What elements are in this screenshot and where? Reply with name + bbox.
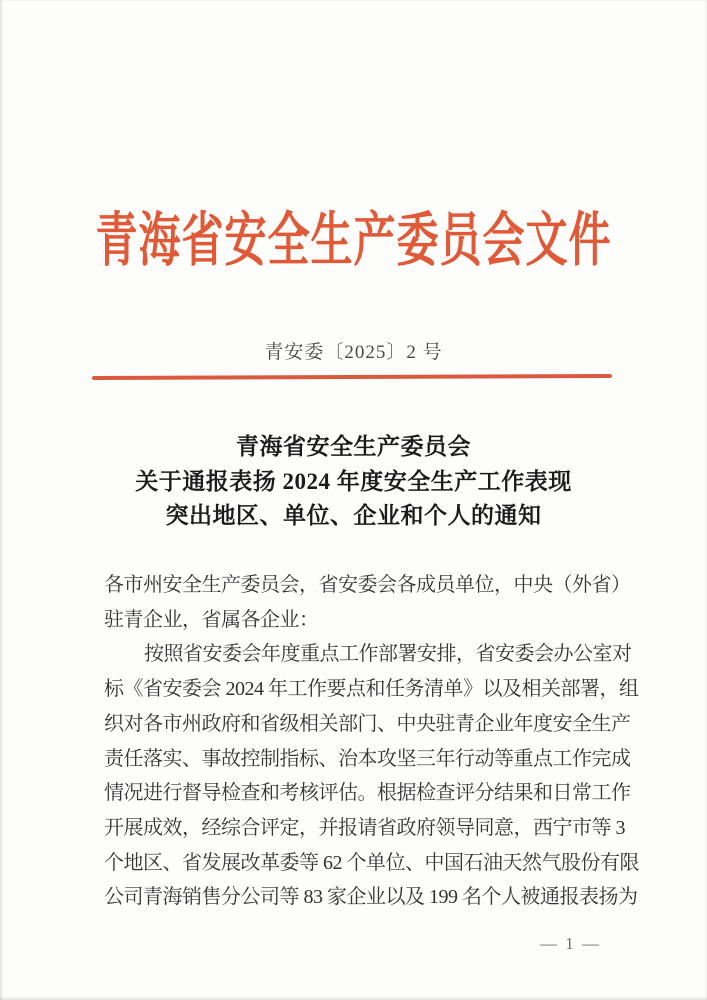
body-line: 按照省安委会年度重点工作部署安排，省安委会办公室对 xyxy=(144,643,632,666)
body-text xyxy=(104,568,639,915)
body-line: 个地区、省发展改革委等 62 个单位、中国石油天然气股份有限 xyxy=(104,851,639,874)
doc-title-line-3: 突出地区、单位、企业和个人的通知 xyxy=(165,503,542,528)
body-line: 责任落实、事故控制指标、治本攻坚三年行动等重点工作完成 xyxy=(104,747,631,770)
body-line: 织对各市州政府和省级相关部门、中央驻青企业年度安全生产 xyxy=(104,712,631,735)
letterhead-title: 青海省安全生产委员会文件 xyxy=(95,209,612,275)
doc-title-line-2: 关于通报表扬 2024 年度安全生产工作表现 xyxy=(135,468,572,494)
body-line: 标《省安委会 2024 年工作要点和任务清单》以及相关部署，组 xyxy=(104,678,639,701)
doc-number: 青安委〔2025〕2 号 xyxy=(264,342,443,363)
letterhead-divider xyxy=(92,374,612,379)
page-number: — 1 — xyxy=(540,934,601,953)
body-line: 开展成效，经综合评定，并报请省政府领导同意，西宁市等 3 xyxy=(104,816,625,839)
body-line: 驻青企业，省属各企业： xyxy=(104,608,319,631)
doc-title-line-1: 青海省安全生产委员会 xyxy=(236,434,471,459)
body-line: 各市州安全生产委员会，省安委会各成员单位，中央（外省） xyxy=(104,574,631,596)
doc-title xyxy=(0,430,707,534)
body-line: 公司青海销售分公司等 83 家企业以及 199 名个人被通报表扬为 xyxy=(104,886,638,909)
body-line: 情况进行督导检查和考核评估。根据检查评分结果和日常工作 xyxy=(104,782,631,805)
